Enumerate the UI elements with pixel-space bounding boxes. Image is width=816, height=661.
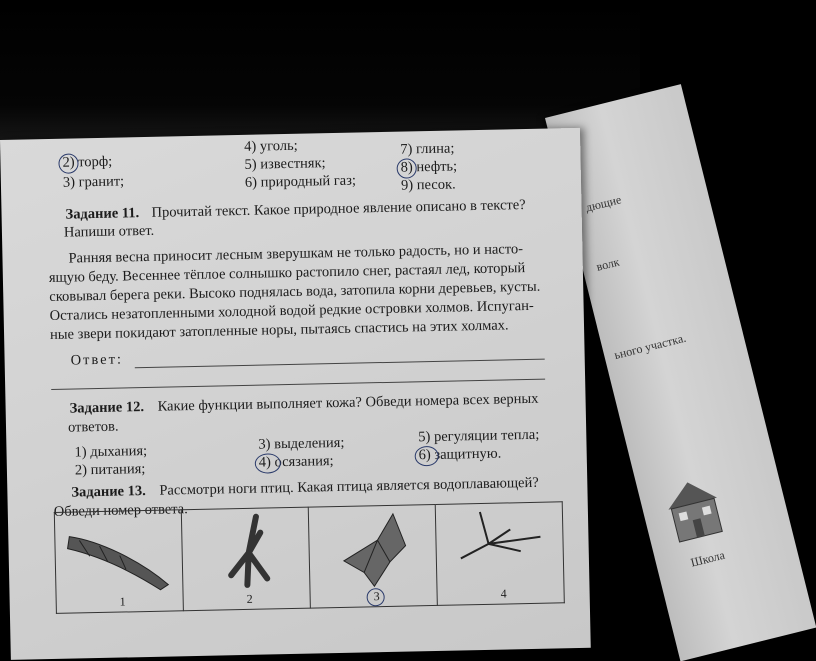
bird-cell-2[interactable] [181,507,310,611]
task11-text-line: сковывал берега реки. Высоко поднялась вода, затопила корни деревьев, кусты. [49,278,541,306]
task11-text-line: Ранняя весна приносит лесным зверушкам не только радость, но и насто- [68,241,524,267]
worksheet-page [0,128,591,660]
bird-feet-table [54,501,565,614]
option-3: 3) гранит; [62,173,125,191]
school-building-icon [656,467,731,549]
side-word-4: Школа [689,547,727,570]
cell-number: 2 [246,591,253,606]
task11-question-line1: Прочитай текст. Какое природное явление описано в тексте? [151,197,526,221]
task13-question-line1: Рассмотри ноги птиц. Какая птица является водоплавающей? [159,474,539,499]
task11-text-line: ные звери покидают затопленные норы, пытаясь спастись на этих холмах. [49,317,509,343]
bird-cell-4[interactable] [435,502,564,606]
task12-option: 3) выделения; [258,434,345,453]
option-8: 8) нефть; [400,158,458,176]
task11-text-line: Остались незатопленными холодной водой редкие островки холмов. Испуган- [49,297,534,324]
task11-text-line: ящую беду. Весеннее тёплое солнышко растопило снег, растаял лед, который [48,260,526,287]
answer-line[interactable] [51,379,545,390]
task12-option: 5) регуляции тепла; [418,426,540,446]
task12-title: Задание 12. [69,399,145,417]
option-7: 7) глина; [400,140,455,158]
task11-title: Задание 11. [65,205,140,223]
bird-foot-icon [59,514,179,596]
bird-cell-1[interactable] [54,510,183,614]
side-word-3: ьного участка. [612,330,688,363]
cell-number: 4 [500,586,507,601]
task12-option: 4) осязания; [258,453,334,471]
task12-option: 2) питания; [74,461,146,479]
answer-circle [366,588,384,606]
webbed-foot-icon [313,509,433,591]
bird-claw-icon [186,512,306,594]
option-9: 9) песок. [400,176,456,194]
task13-question-line2: Обведи номер ответа. [53,501,188,520]
side-word-2: волк [594,254,621,274]
cell-number: 1 [119,594,126,609]
option-5: 5) известняк; [244,155,326,173]
answer-line[interactable] [135,359,545,369]
task12-question-line2: ответов. [67,418,119,436]
bird-cell-3[interactable] [308,504,437,608]
option-6: 6) природный газ; [244,172,357,191]
cell-number: 3 [373,589,380,604]
bird-leg-icon [440,506,560,588]
dark-background [0,0,640,150]
task13-title: Задание 13. [71,483,146,501]
task12-question-line1: Какие функции выполняет кожа? Обведи номера всех верных [157,390,539,415]
option-2: 2) торф; [62,153,113,171]
answer-label: Ответ: [70,351,124,369]
task11-question-line2: Напиши ответ. [63,222,155,241]
task12-option: 1) дыхания; [74,442,148,461]
task12-option: 6) защитную. [418,445,502,464]
side-word-1: дющие [584,192,623,215]
option-4: 4) уголь; [244,137,298,155]
